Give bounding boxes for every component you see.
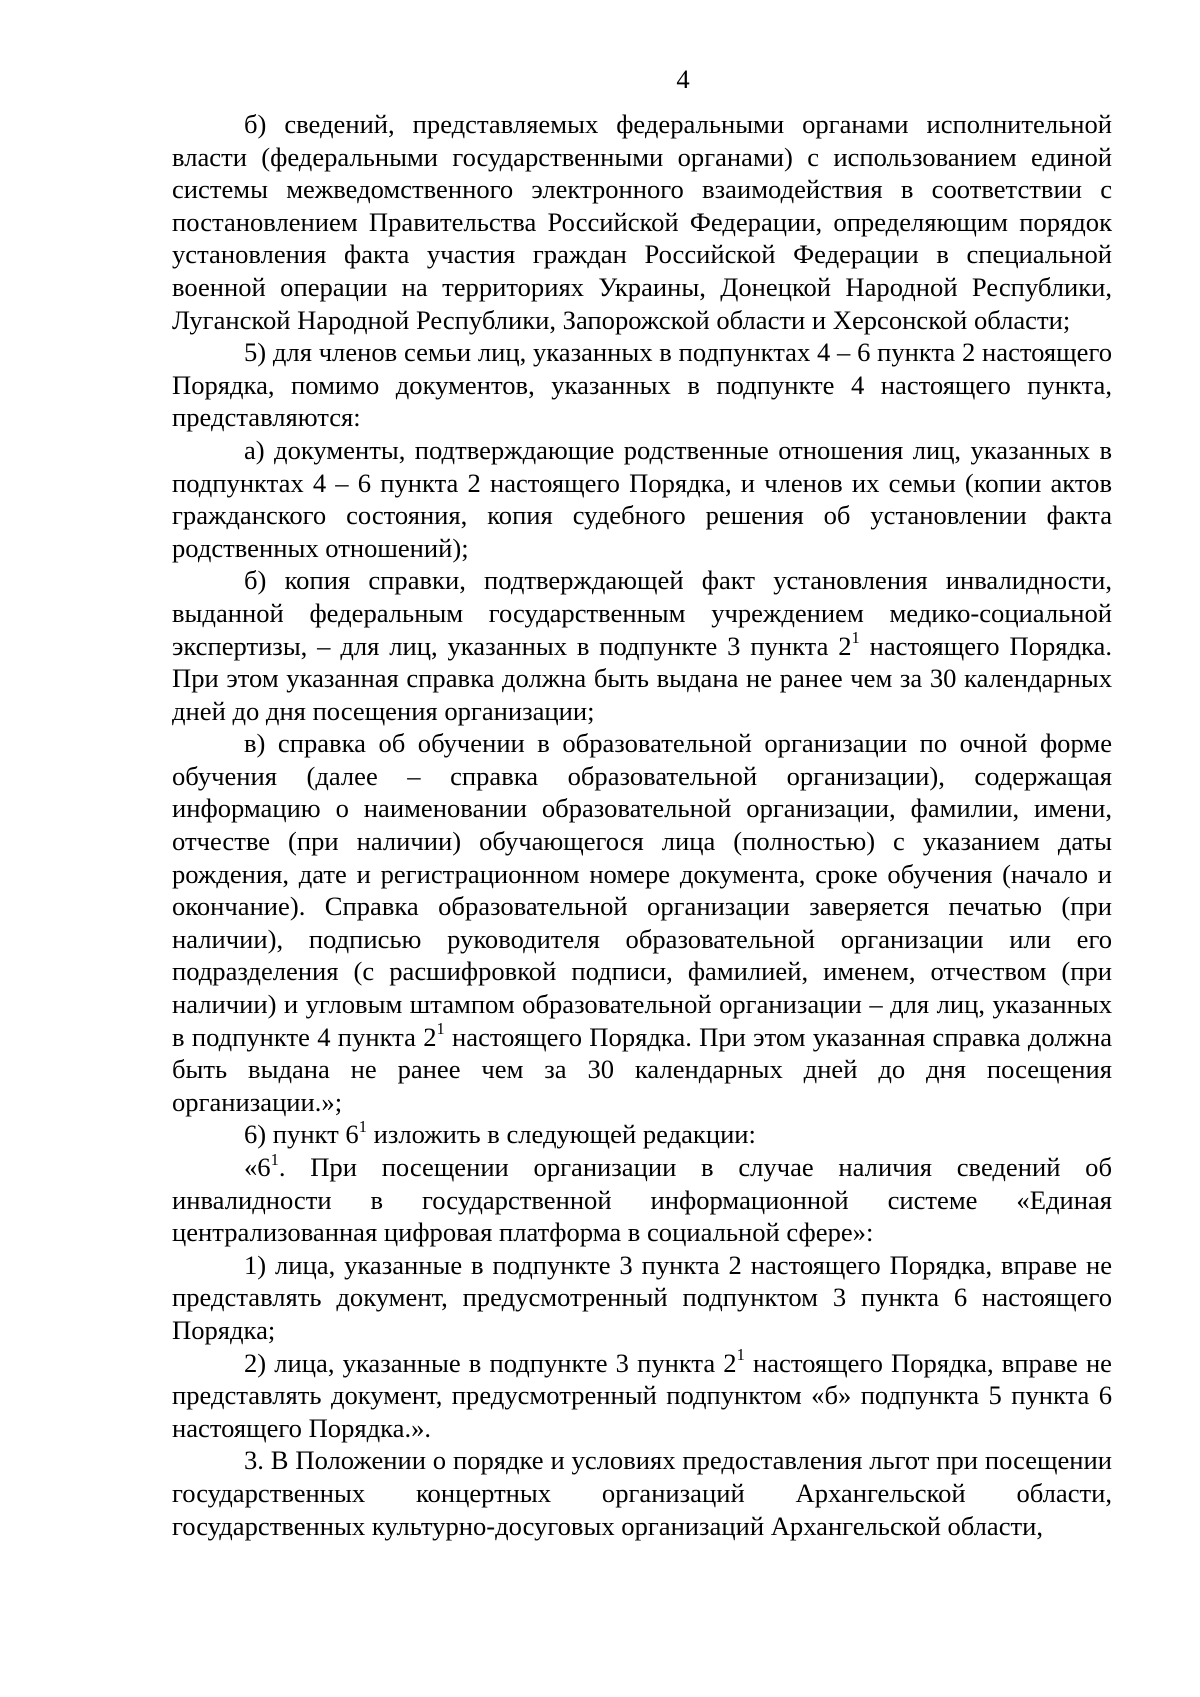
paragraph-b-certificate-copy <box>172 564 1112 727</box>
paragraph-text: 6) пункт 6 <box>244 1119 359 1150</box>
paragraph-text: настоящего Порядка, вправе не представлять документ, предусмотренный подпунктом «б» подпункта 5 пункта 6 настоящего Порядка.». <box>172 1347 1112 1443</box>
paragraph-text: 2) лица, указанные в подпункте 3 пункта 2 <box>244 1347 737 1378</box>
paragraph-b-info <box>172 108 1112 336</box>
paragraph-v-education-certificate <box>172 727 1112 1118</box>
superscript: 1 <box>436 1019 445 1039</box>
superscript: 1 <box>270 1149 279 1169</box>
paragraph-text: настоящего Порядка. При этом указанная справка должна быть выдана не ранее чем за 30 календарных дней до дня посещения организации.»; <box>172 1021 1112 1117</box>
paragraph-text: «6 <box>244 1152 271 1182</box>
superscript: 1 <box>851 628 860 647</box>
paragraph-3-regulation <box>172 1444 1112 1542</box>
paragraph-2-persons <box>172 1347 1112 1445</box>
paragraph-text: в) справка об обучении в образовательной организации по очной форме обучения (далее – справка образовательной организации), содержащая информацию о наименовании образовательной организации, фамилии, имени, отчестве (при наличии) обучающегося лица (полностью) с указанием даты рождения, дате и регистрационном номере документа, сроке обучения (начало и окончание). Справка образовательной организации заверяется печатью (при наличии), подписью руководителя образовательной организации или его подразделения (с расшифровкой подписи, фамилией, именем, отчеством (при наличии) и угловым штампом образовательной организации – для лиц, указанных в подпункте 4 пункта 2 <box>172 728 1112 1052</box>
superscript: 1 <box>358 1116 367 1136</box>
paragraph-text: б) копия справки, подтверждающей факт установления инвалидности, выданной федеральным государственным учреждением медико-социальной экспертизы, – для лиц, указанных в подпункте 3 пункта 2 <box>172 565 1112 661</box>
paragraph-text: . При посещении организации в случае наличия сведений об инвалидности в государственной информационной системе «Единая централизованная цифровая платформа в социальной сфере»: <box>172 1152 1112 1248</box>
paragraph-6-1-text <box>172 1151 1112 1249</box>
paragraph-text: 5) для членов семьи лиц, указанных в подпунктах 4 – 6 пункта 2 настоящего Порядка, помимо документов, указанных в подпункте 4 настоящего пункта, представляются: <box>172 337 1112 433</box>
superscript: 1 <box>736 1345 745 1365</box>
paragraph-5-family-members <box>172 336 1112 434</box>
paragraph-text: изложить в следующей редакции: <box>366 1119 756 1150</box>
paragraph-text: 1) лица, указанные в подпункте 3 пункта 2 настоящего Порядка, вправе не представлять документ, предусмотренный подпунктом 3 пункта 6 настоящего Порядка; <box>172 1249 1112 1345</box>
paragraph-1-persons <box>172 1249 1112 1347</box>
paragraph-a-documents <box>172 434 1112 564</box>
paragraph-text: а) документы, подтверждающие родственные отношения лиц, указанных в подпунктах 4 – 6 пункта 2 настоящего Порядка, и членов их семьи (копии актов гражданского состояния, копия судебного решения об установлении факта родственных отношений); <box>172 434 1112 563</box>
paragraph-6-amendment <box>172 1118 1112 1151</box>
paragraph-text: б) сведений, представляемых федеральными органами исполнительной власти (федеральными государственными органами) с использованием единой системы межведомственного электронного взаимодействия в соответствии с постановлением Правительства Российской Федерации, определяющим порядок установления факта участия граждан Российской Федерации в специальной военной операции на территориях Украины, Донецкой Народной Республики, Луганской Народной Республики, Запорожской области и Херсонской области; <box>172 109 1112 335</box>
page-number: 4 <box>676 64 690 94</box>
paragraph-text: 3. В Положении о порядке и условиях предоставления льгот при посещении государственных концертных организаций Архангельской области, государственных культурно-досуговых организаций Архангельской области, <box>172 1445 1112 1541</box>
paragraph-text: настоящего Порядка. При этом указанная справка должна быть выдана не ранее чем за 30 календарных дней до дня посещения организации; <box>172 630 1112 726</box>
